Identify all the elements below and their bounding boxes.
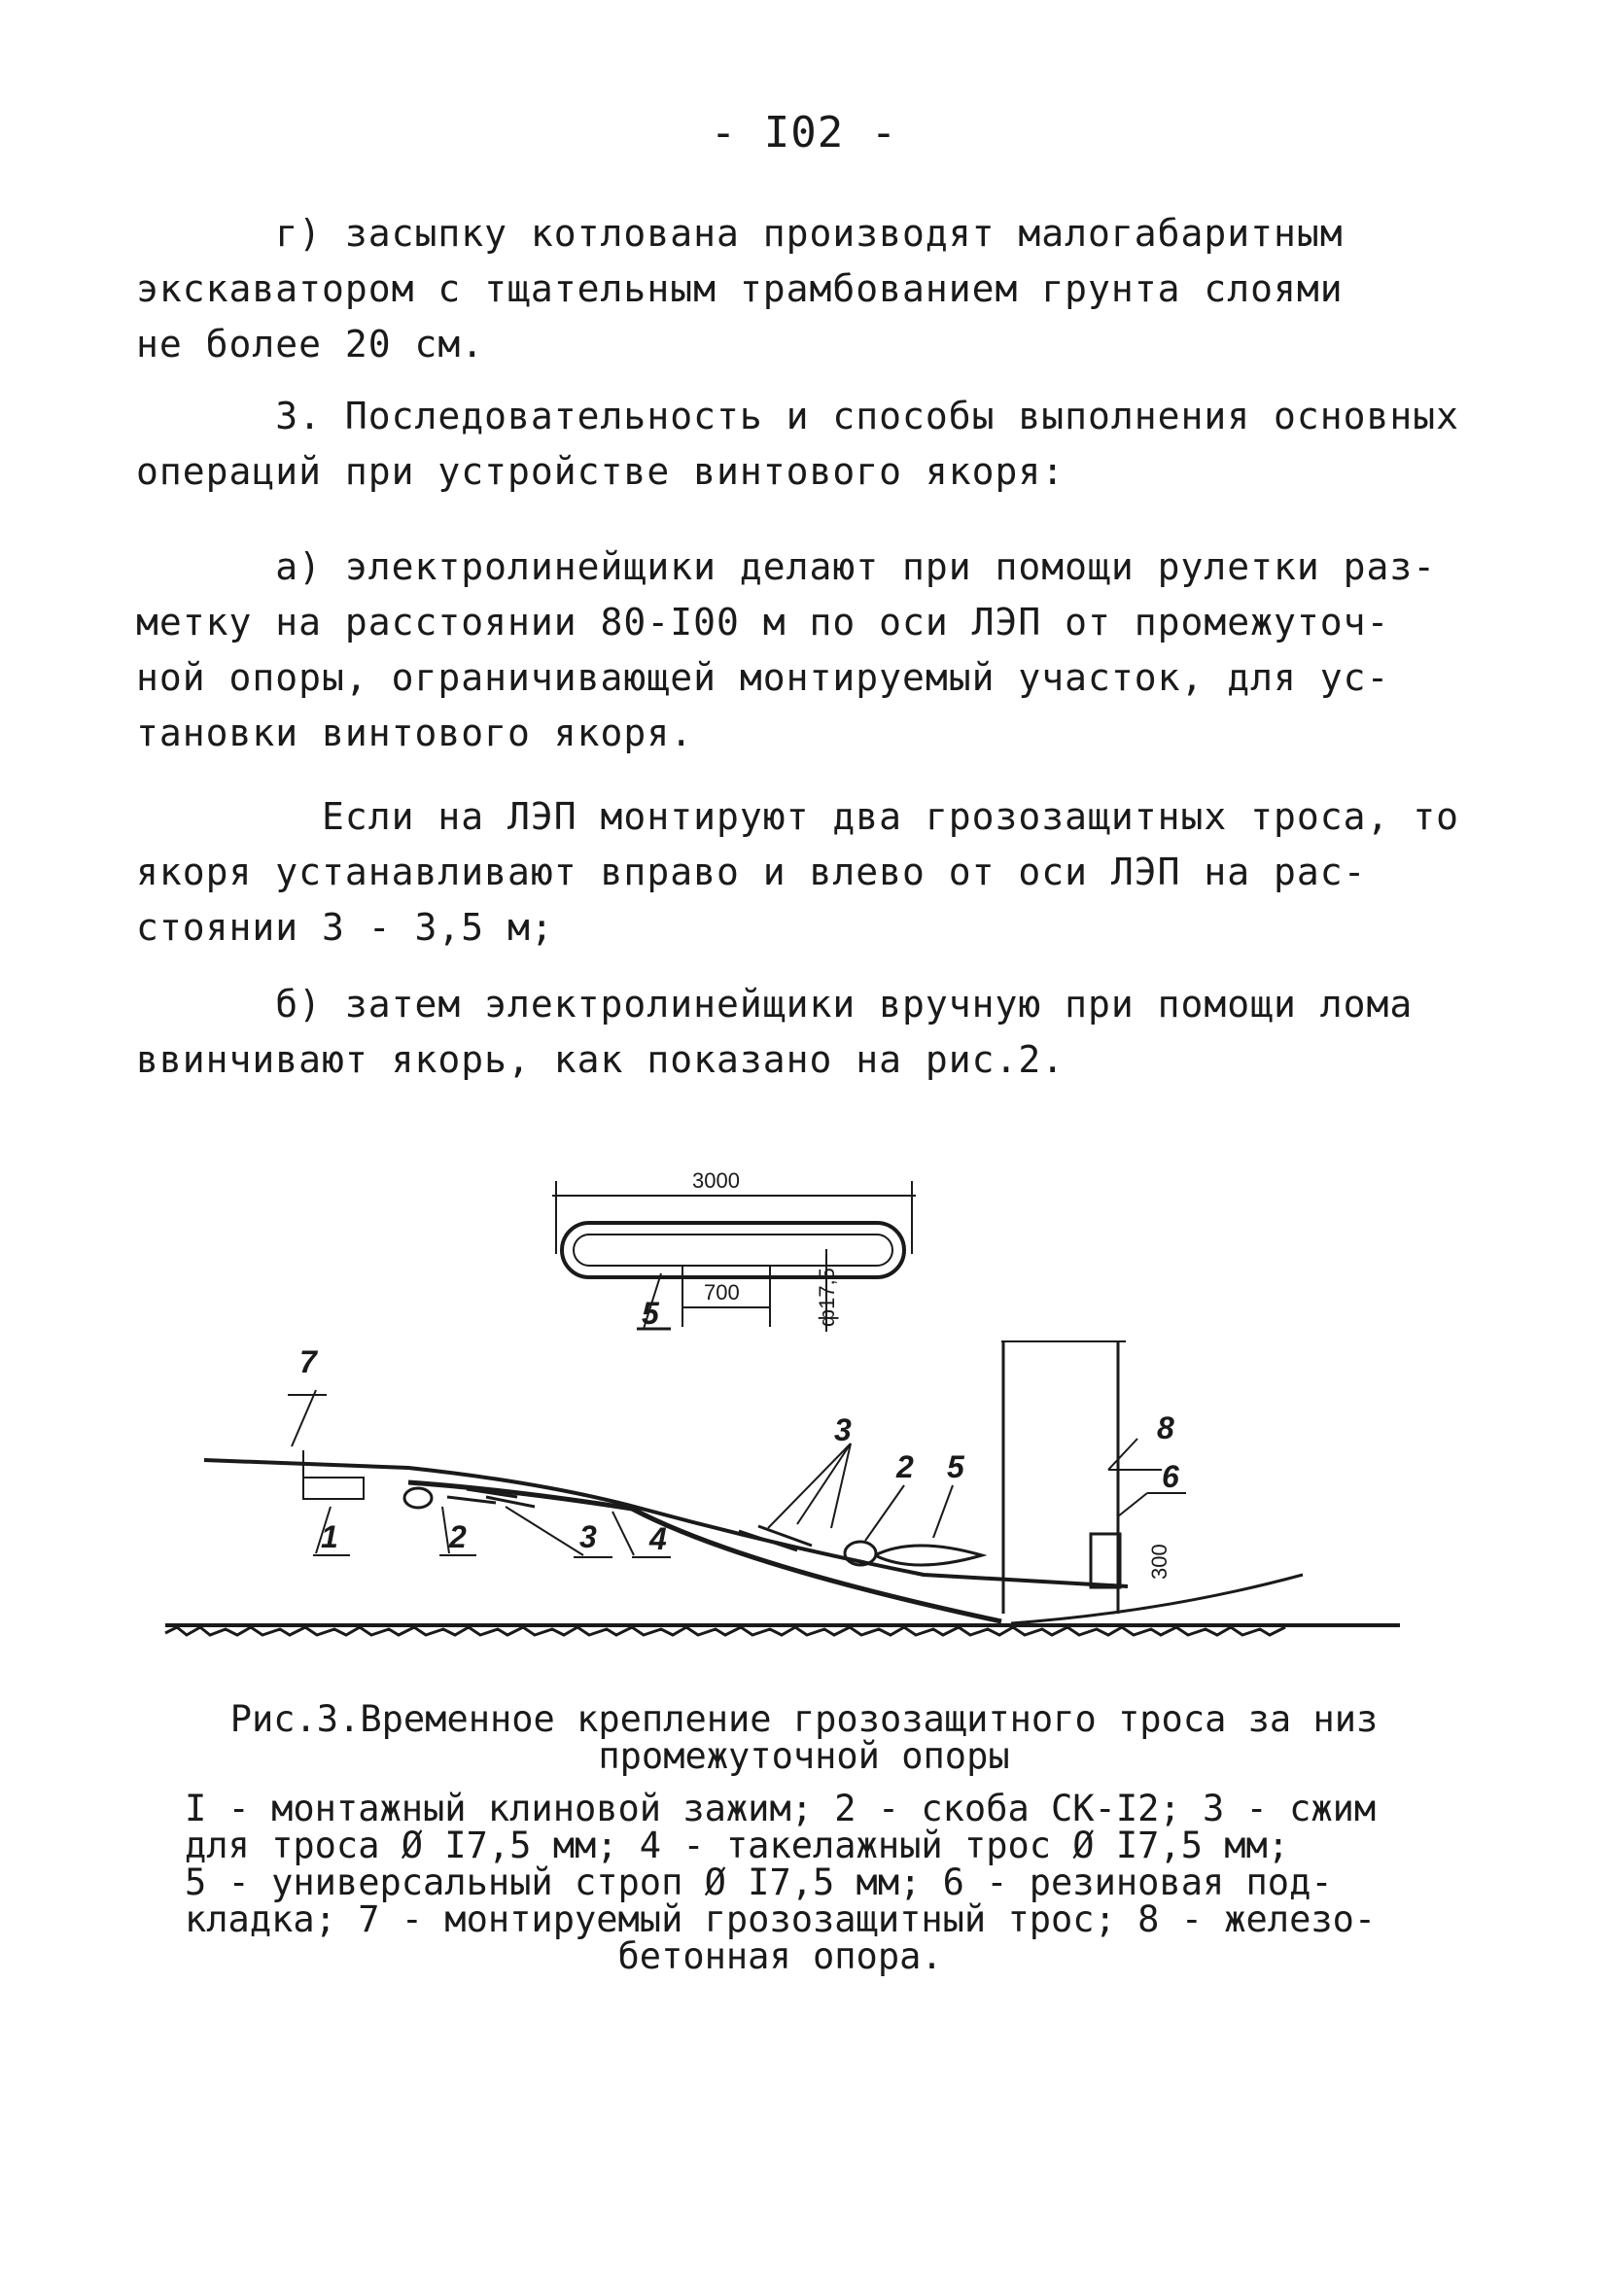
figure-caption-title: Рис.3.Временное крепление грозозащитного троса за низ промежуточной опоры xyxy=(229,1698,1379,1777)
label-5-right: 5 xyxy=(947,1449,964,1484)
dim-length: 3000 xyxy=(692,1168,740,1193)
dim-spacing: 700 xyxy=(704,1280,740,1305)
label-6: 6 xyxy=(1162,1459,1179,1494)
paragraph-two-cables: Если на ЛЭП монтируют два грозозащитных троса, то якоря устанавливают вправо и влево от оси ЛЭП на рас- стоянии 3 - 3,5 м; xyxy=(136,795,1460,949)
label-3-left: 3 xyxy=(579,1519,597,1554)
label-5-top: 5 xyxy=(642,1296,659,1331)
sling-detail xyxy=(552,1181,916,1332)
label-2-right: 2 xyxy=(896,1449,914,1484)
label-1: 1 xyxy=(321,1519,338,1554)
figure-legend: I - монтажный клиновой зажим; 2 - скоба СК-I2; 3 - сжим для троса Ø I7,5 мм; 4 - такелажный трос Ø I7,5 мм; 5 - универсальный строп Ø I7,5 мм; 6 - резиновая под- кладка; 7 - монтируемый грозозащитный трос; 8 - железо- бетонная опора. xyxy=(185,1788,1377,1977)
page-number: - I02 - xyxy=(710,108,898,157)
label-8: 8 xyxy=(1157,1410,1174,1445)
ground-line xyxy=(165,1625,1400,1635)
cable-assembly xyxy=(204,1450,1303,1623)
label-2-left: 2 xyxy=(449,1519,467,1554)
concrete-pole xyxy=(1001,1341,1126,1614)
dim-diameter: ф17,5 xyxy=(815,1268,839,1327)
label-4: 4 xyxy=(649,1521,667,1556)
paragraph-a-marking: а) электролинейщики делают при помощи рулетки раз- метку на расстоянии 80-I00 м по оси ЛЭП от промежуточ- ной опоры, ограничивающей монтируемый участок, для ус- тановки винтового якоря. xyxy=(136,545,1437,754)
paragraph-3-sequence: 3. Последовательность и способы выполнения основных операций при устройстве винтового якоря: xyxy=(136,395,1460,493)
paragraph-g-backfill: г) засыпку котлована производят малогабаритным экскаватором с тщательным трамбованием грунта слоями не более 20 см. xyxy=(136,212,1344,365)
label-7: 7 xyxy=(299,1344,317,1379)
paragraph-b-screw-in: б) затем электролинейщики вручную при помощи лома ввинчивают якорь, как показано на рис.2. xyxy=(136,983,1414,1081)
figure-3-drawing xyxy=(0,1147,1608,1691)
label-3-right: 3 xyxy=(834,1412,852,1447)
dim-height: 300 xyxy=(1147,1544,1171,1580)
